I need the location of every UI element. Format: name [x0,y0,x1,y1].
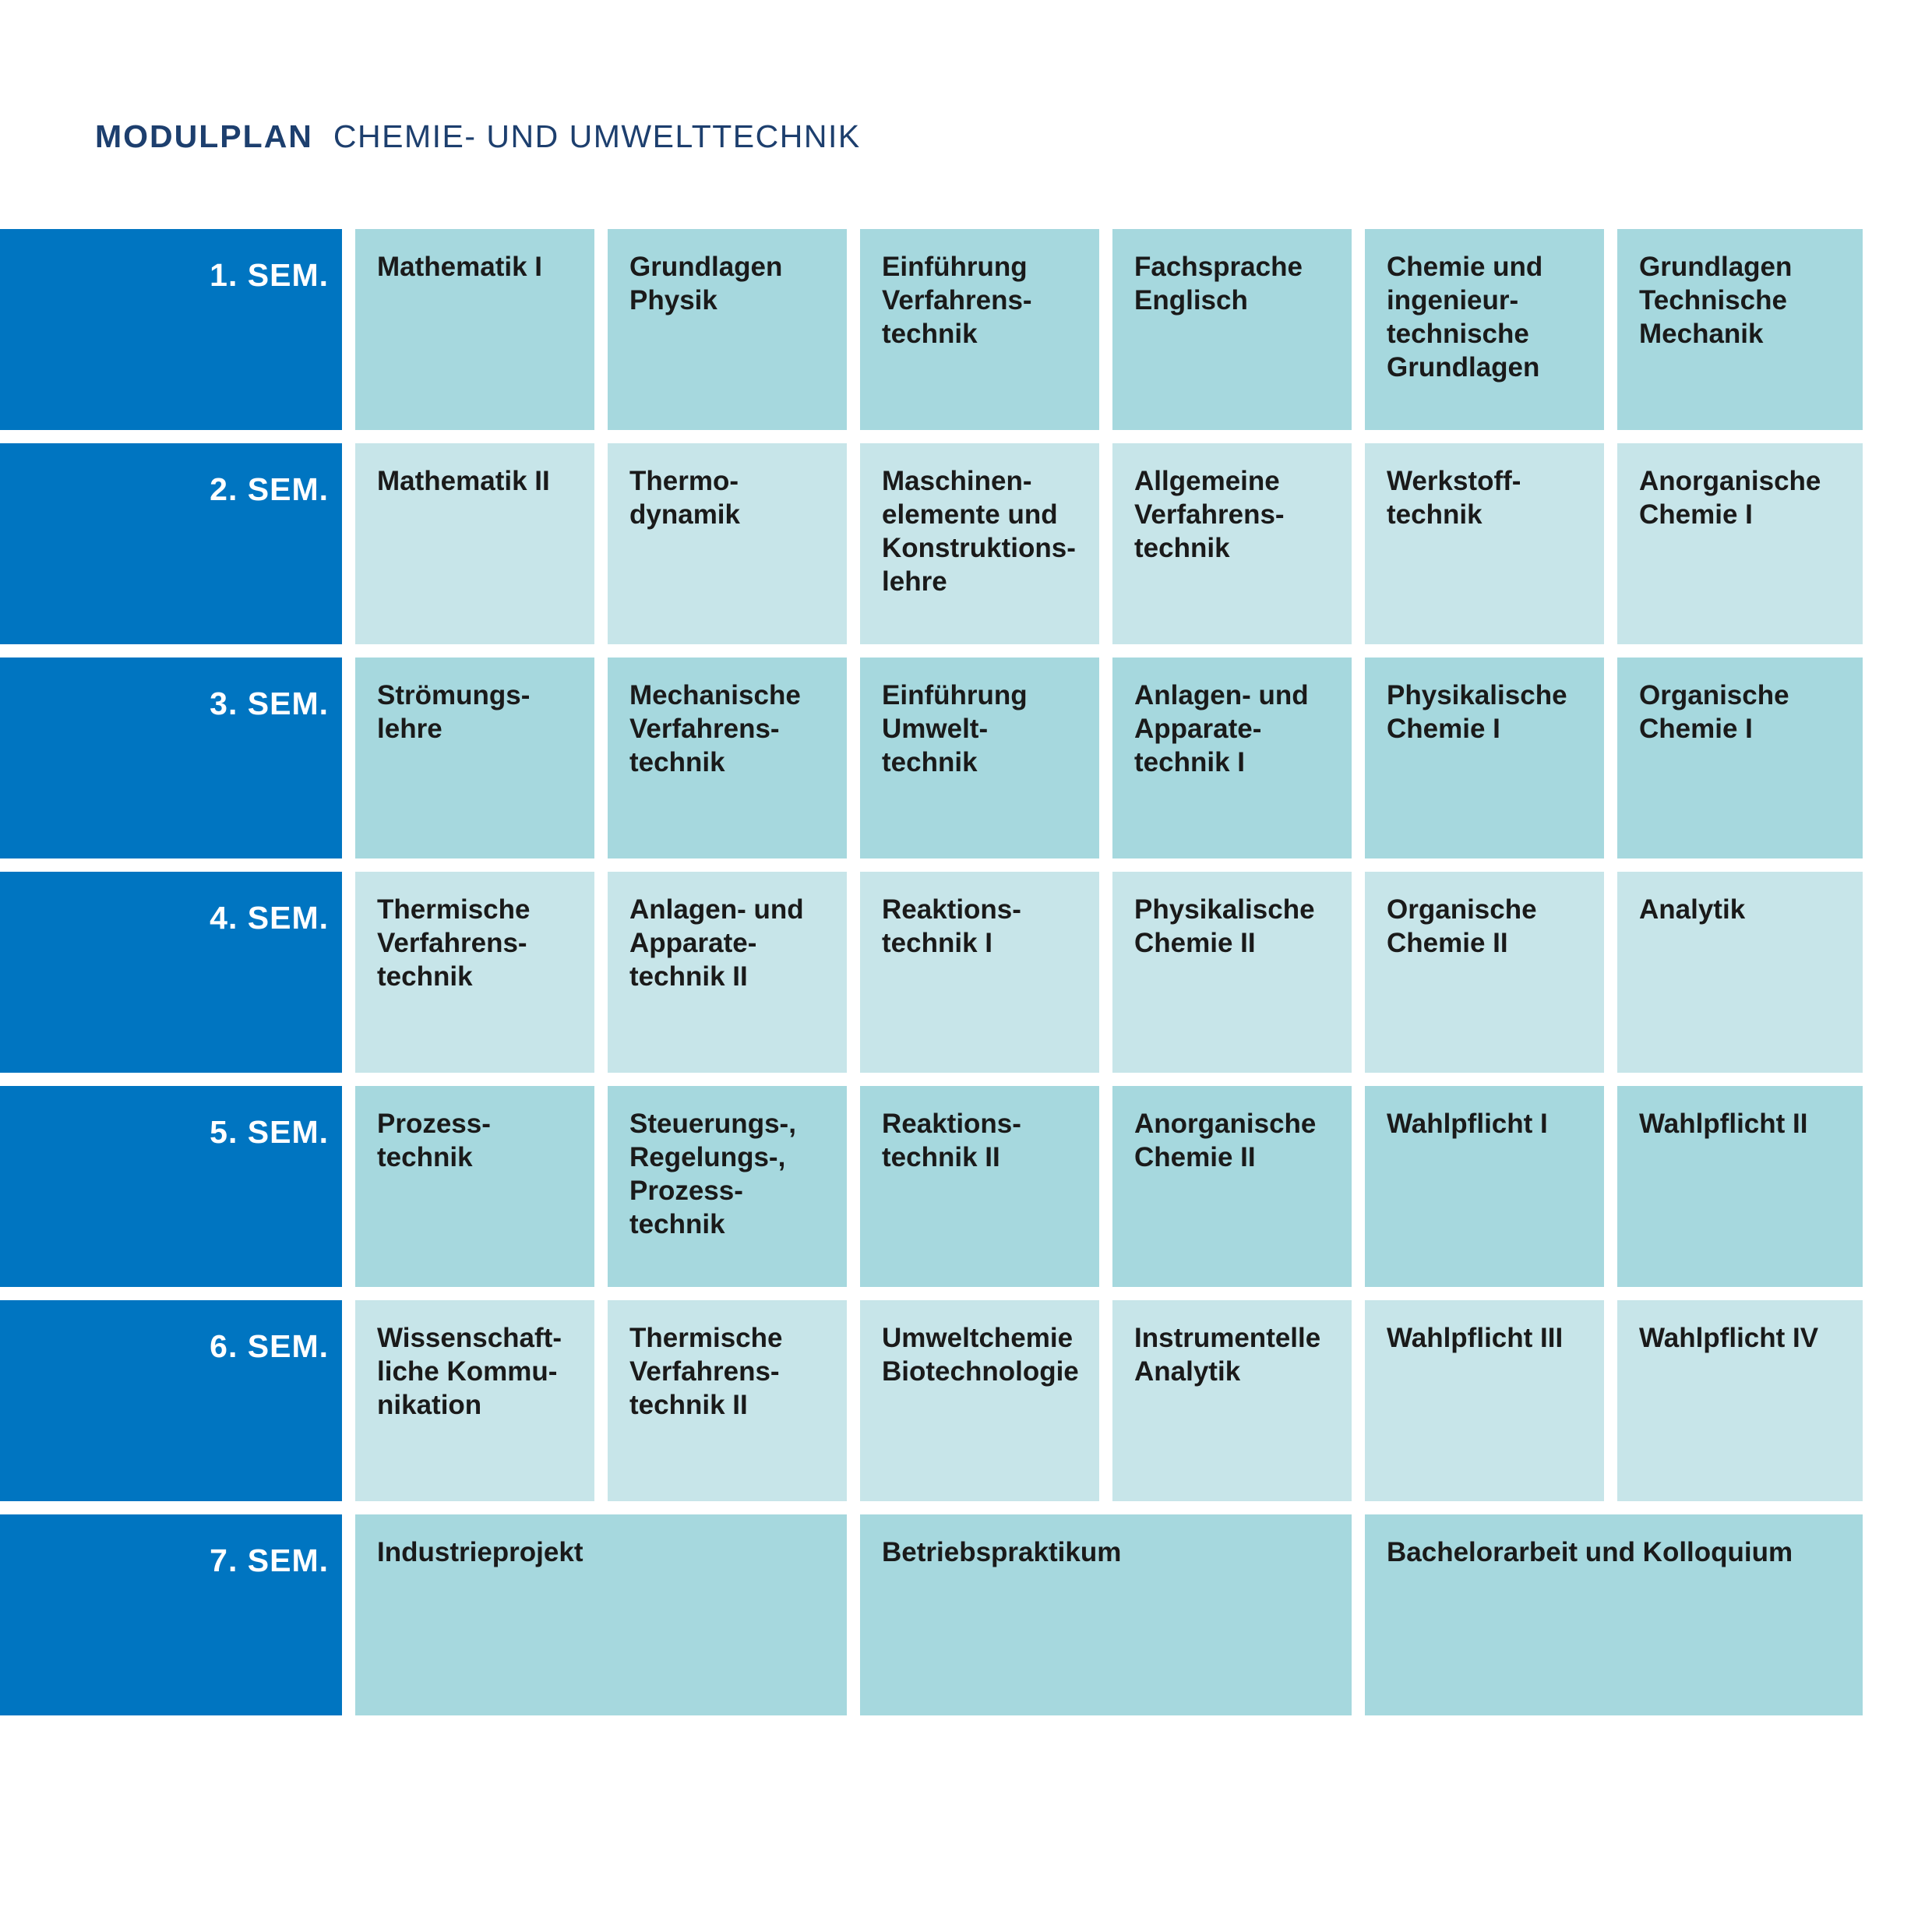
module-cell: Wissenschaft- liche Kommu- nikation [355,1300,594,1501]
module-cell: Physikalische Chemie II [1112,872,1352,1073]
module-cell: Einführung Umwelt- technik [860,658,1099,858]
module-cell: Steuerungs-, Regelungs-, Prozess- technik [608,1086,847,1287]
module-cell: Grundlagen Technische Mechanik [1617,229,1863,430]
module-cell: Mathematik II [355,443,594,644]
module-cell: Anlagen- und Apparate- technik II [608,872,847,1073]
module-cell: Wahlpflicht IV [1617,1300,1863,1501]
semester-label-6: 6. SEM. [0,1300,342,1501]
module-cell-wide: Industrieprojekt [355,1514,847,1715]
module-cell: Thermische Verfahrens- technik [355,872,594,1073]
semester-label-1: 1. SEM. [0,229,342,430]
module-cell: Fachsprache Englisch [1112,229,1352,430]
module-cell: Wahlpflicht III [1365,1300,1604,1501]
module-cell-wide: Betriebspraktikum [860,1514,1352,1715]
module-cell-wide: Bachelorarbeit und Kolloquium [1365,1514,1863,1715]
module-cell: Werkstoff- technik [1365,443,1604,644]
module-cell: Einführung Verfahrens- technik [860,229,1099,430]
module-cell: Mathematik I [355,229,594,430]
module-plan-grid [0,229,1863,1715]
semester-label-3: 3. SEM. [0,658,342,858]
module-cell: Organische Chemie I [1617,658,1863,858]
title-subject: CHEMIE- UND UMWELTTECHNIK [333,118,861,154]
module-cell: Physikalische Chemie I [1365,658,1604,858]
module-cell: Chemie und ingenieur- technische Grundlagen [1365,229,1604,430]
module-cell: Allgemeine Verfahrens- technik [1112,443,1352,644]
module-cell: Anorganische Chemie II [1112,1086,1352,1287]
module-cell: Maschinen- elemente und Konstruktions- lehre [860,443,1099,644]
module-cell: Reaktions- technik II [860,1086,1099,1287]
module-cell: Thermische Verfahrens- technik II [608,1300,847,1501]
module-cell: Reaktions- technik I [860,872,1099,1073]
semester-label-7: 7. SEM. [0,1514,342,1715]
module-cell: Prozess- technik [355,1086,594,1287]
module-cell: Grundlagen Physik [608,229,847,430]
semester-label-2: 2. SEM. [0,443,342,644]
page-title [95,118,861,155]
module-cell: Anlagen- und Apparate- technik I [1112,658,1352,858]
semester-label-4: 4. SEM. [0,872,342,1073]
module-cell: Organische Chemie II [1365,872,1604,1073]
module-cell: Mechanische Verfahrens- technik [608,658,847,858]
semester-label-5: 5. SEM. [0,1086,342,1287]
module-cell: Wahlpflicht I [1365,1086,1604,1287]
module-cell: Wahlpflicht II [1617,1086,1863,1287]
module-cell: Umweltchemie Biotechnologie [860,1300,1099,1501]
module-cell: Thermo- dynamik [608,443,847,644]
title-bold: MODULPLAN [95,118,313,154]
module-cell: Anorganische Chemie I [1617,443,1863,644]
module-cell: Analytik [1617,872,1863,1073]
module-cell: Strömungs- lehre [355,658,594,858]
module-cell: Instrumentelle Analytik [1112,1300,1352,1501]
